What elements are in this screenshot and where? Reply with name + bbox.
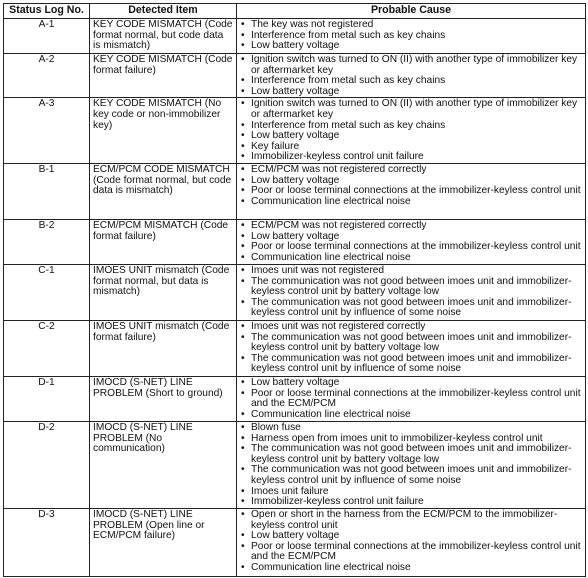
table-row bbox=[4, 421, 586, 508]
cause-list-item: • Low battery voltage bbox=[240, 176, 582, 187]
probable-cause-cell bbox=[237, 376, 586, 421]
cause-list-item: • Open or short in the harness from the ECM/PCM to the immobilizer-keyless control unit bbox=[240, 510, 582, 531]
status-log-no-cell: A-1 bbox=[4, 19, 90, 54]
probable-cause-cell bbox=[237, 264, 586, 320]
cause-list-item: • The communication was not good between imoes unit and immobilizer-keyless control unit by influence of some noise bbox=[240, 298, 582, 319]
detected-item-cell: KEY CODE MISMATCH (Code format failure) bbox=[90, 54, 237, 98]
cause-list-item: • Interference from metal such as key chains bbox=[240, 76, 582, 87]
cause-list bbox=[240, 55, 582, 97]
cause-list-item: • Communication line electrical noise bbox=[240, 197, 582, 208]
detected-item-cell: IMOCD (S-NET) LINE PROBLEM (Open line or ECM/PCM failure) bbox=[90, 508, 237, 576]
cause-list-item: • Poor or loose terminal connections at the immobilizer-keyless control unit and the ECM/PCM bbox=[240, 389, 582, 410]
status-log-no-cell: C-2 bbox=[4, 320, 90, 376]
table-row bbox=[4, 54, 586, 98]
detected-item-cell: IMOCD (S-NET) LINE PROBLEM (Short to ground) bbox=[90, 376, 237, 421]
probable-cause-cell bbox=[237, 54, 586, 98]
cause-list-item: • The communication was not good between imoes unit and immobilizer-keyless control unit by battery voltage low bbox=[240, 277, 582, 298]
cause-list-item: • Ignition switch was turned to ON (II) with another type of immobilizer key or aftermarket key bbox=[240, 55, 582, 76]
cause-list bbox=[240, 378, 582, 420]
cause-list-item: • Imoes unit was not registered bbox=[240, 266, 582, 277]
cause-list-item: • ECM/PCM was not registered correctly bbox=[240, 165, 582, 176]
probable-cause-cell bbox=[237, 320, 586, 376]
cause-list-item: • Low battery voltage bbox=[240, 378, 582, 389]
cause-list-item: • The communication was not good between imoes unit and immobilizer-keyless control unit by influence of some noise bbox=[240, 354, 582, 375]
cause-list-item: • Interference from metal such as key chains bbox=[240, 31, 582, 42]
cause-list-item: • Immobilizer-keyless control unit failure bbox=[240, 497, 582, 508]
detected-item-cell: KEY CODE MISMATCH (Code format normal, but code data is mismatch) bbox=[90, 19, 237, 54]
cause-list bbox=[240, 20, 582, 52]
cause-list-item: • Blown fuse bbox=[240, 423, 582, 434]
probable-cause-cell bbox=[237, 219, 586, 264]
probable-cause-cell bbox=[237, 163, 586, 219]
table-row bbox=[4, 19, 586, 54]
column-header-status-log-no: Status Log No. bbox=[4, 4, 90, 19]
cause-list-item: • Low battery voltage bbox=[240, 232, 582, 243]
cause-list-item: • The communication was not good between imoes unit and immobilizer-keyless control unit by battery voltage low bbox=[240, 444, 582, 465]
cause-list-item: • Low battery voltage bbox=[240, 87, 582, 98]
table-row bbox=[4, 508, 586, 576]
detected-item-cell: IMOCD (S-NET) LINE PROBLEM (No communication) bbox=[90, 421, 237, 508]
cause-list-item: • Low battery voltage bbox=[240, 531, 582, 542]
cause-list-item: • The communication was not good between imoes unit and immobilizer-keyless control unit by influence of some noise bbox=[240, 465, 582, 486]
cause-list bbox=[240, 510, 582, 574]
cause-list-item: • Harness open from imoes unit to immobilizer-keyless control unit bbox=[240, 434, 582, 445]
table-header-row bbox=[4, 4, 586, 19]
cause-list-item: • Communication line electrical noise bbox=[240, 563, 582, 574]
status-log-table bbox=[3, 3, 586, 577]
detected-item-cell: IMOES UNIT mismatch (Code format failure) bbox=[90, 320, 237, 376]
column-header-probable-cause: Probable Cause bbox=[237, 4, 586, 19]
table-row bbox=[4, 320, 586, 376]
cause-list bbox=[240, 266, 582, 319]
table-row bbox=[4, 163, 586, 219]
cause-list-item: • ECM/PCM was not registered correctly bbox=[240, 221, 582, 232]
cause-list-item: • Poor or loose terminal connections at the immobilizer-keyless control unit and the ECM/PCM bbox=[240, 542, 582, 563]
cause-list-item: • Poor or loose terminal connections at the immobilizer-keyless control unit bbox=[240, 186, 582, 197]
table-row bbox=[4, 376, 586, 421]
status-log-no-cell: B-2 bbox=[4, 219, 90, 264]
status-log-no-cell: C-1 bbox=[4, 264, 90, 320]
cause-list-item: • Low battery voltage bbox=[240, 131, 582, 142]
detected-item-cell: ECM/PCM CODE MISMATCH (Code format normal, but code data is mismatch) bbox=[90, 163, 237, 219]
cause-list-item: • The key was not registered bbox=[240, 20, 582, 31]
probable-cause-cell bbox=[237, 508, 586, 576]
table-row bbox=[4, 219, 586, 264]
table-row bbox=[4, 264, 586, 320]
cause-list bbox=[240, 99, 582, 163]
cause-list bbox=[240, 423, 582, 508]
detected-item-cell: ECM/PCM MISMATCH (Code format failure) bbox=[90, 219, 237, 264]
probable-cause-cell bbox=[237, 19, 586, 54]
cause-list-item: • Poor or loose terminal connections at the immobilizer-keyless control unit bbox=[240, 242, 582, 253]
table-body bbox=[4, 19, 586, 577]
detected-item-cell: IMOES UNIT mismatch (Code format normal, but data is mismatch) bbox=[90, 264, 237, 320]
cause-list bbox=[240, 221, 582, 263]
cause-list-item: • Communication line electrical noise bbox=[240, 253, 582, 264]
cause-list-item: • Key failure bbox=[240, 142, 582, 153]
status-log-no-cell: D-2 bbox=[4, 421, 90, 508]
cause-list-item: • Imoes unit was not registered correctly bbox=[240, 322, 582, 333]
status-log-no-cell: A-3 bbox=[4, 98, 90, 164]
status-log-no-cell: D-3 bbox=[4, 508, 90, 576]
probable-cause-cell bbox=[237, 98, 586, 164]
status-log-no-cell: A-2 bbox=[4, 54, 90, 98]
status-log-no-cell: D-1 bbox=[4, 376, 90, 421]
cause-list-item: • Interference from metal such as key chains bbox=[240, 121, 582, 132]
cause-list-item: • Communication line electrical noise bbox=[240, 410, 582, 421]
probable-cause-cell bbox=[237, 421, 586, 508]
cause-list-item: • Ignition switch was turned to ON (II) with another type of immobilizer key or aftermarket key bbox=[240, 99, 582, 120]
table-row bbox=[4, 98, 586, 164]
column-header-detected-item: Detected Item bbox=[90, 4, 237, 19]
cause-list-item: • Imoes unit failure bbox=[240, 487, 582, 498]
cause-list-item: • Immobilizer-keyless control unit failure bbox=[240, 152, 582, 163]
detected-item-cell: KEY CODE MISMATCH (No key code or non-immobilizer key) bbox=[90, 98, 237, 164]
cause-list-item: • Low battery voltage bbox=[240, 41, 582, 52]
cause-list bbox=[240, 322, 582, 375]
cause-list bbox=[240, 165, 582, 207]
cause-list-item: • The communication was not good between imoes unit and immobilizer-keyless control unit by battery voltage low bbox=[240, 333, 582, 354]
status-log-no-cell: B-1 bbox=[4, 163, 90, 219]
